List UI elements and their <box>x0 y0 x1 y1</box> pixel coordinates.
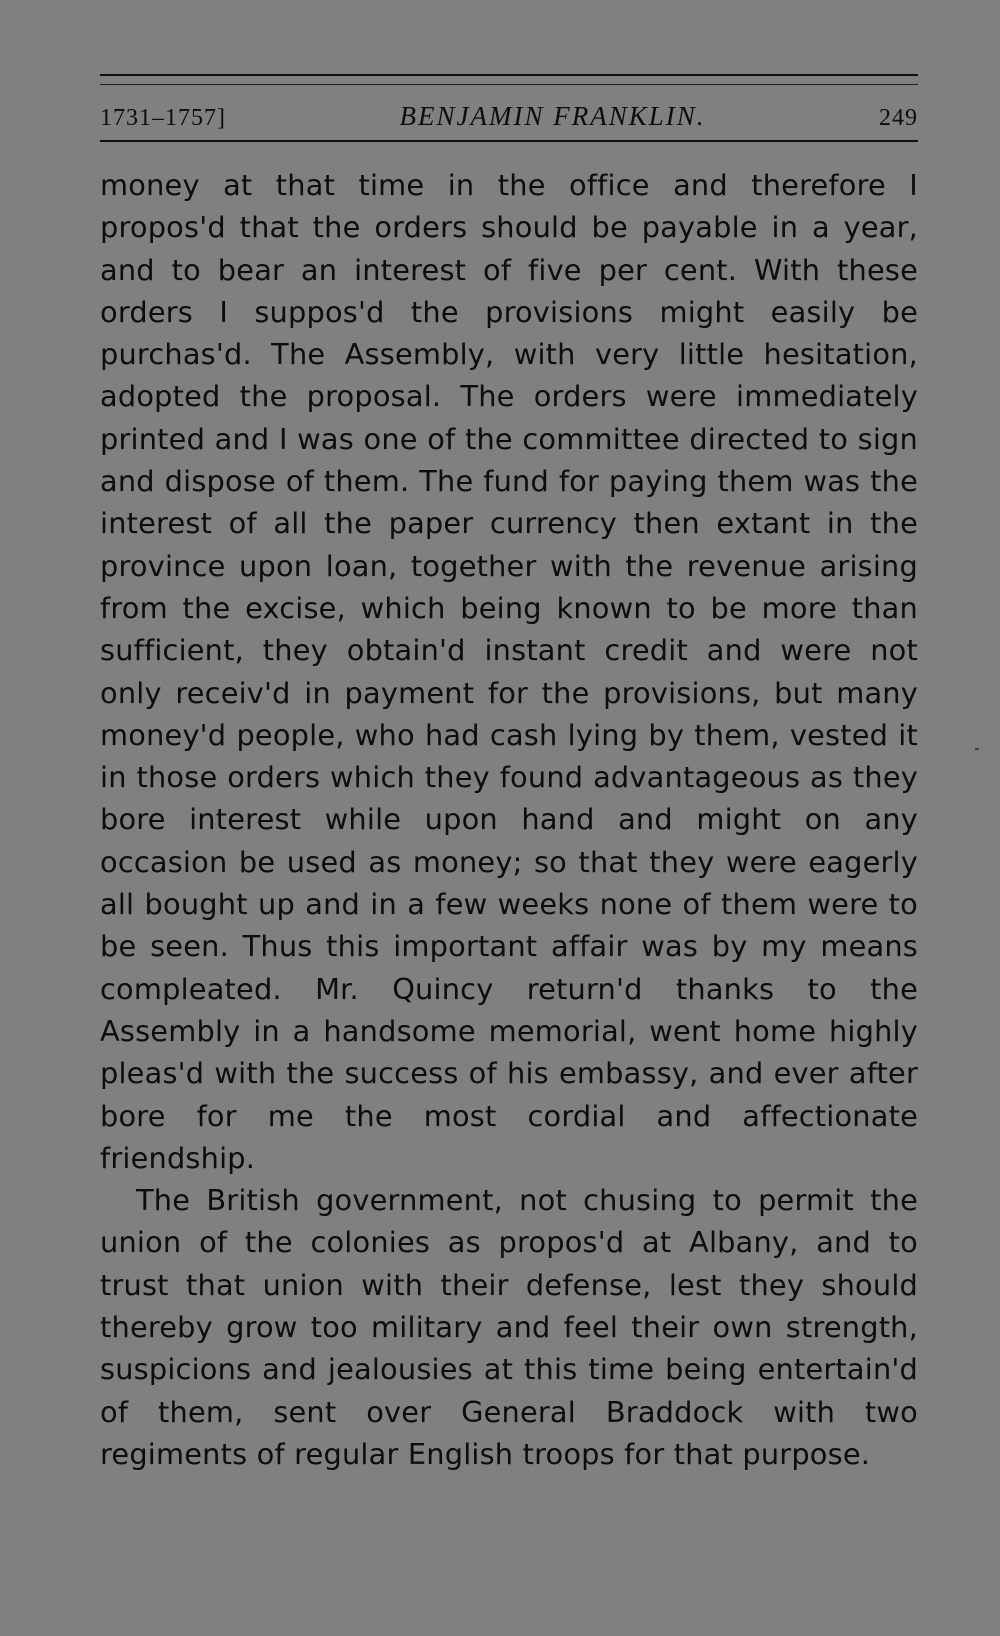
paragraph-1: money at that time in the office and therefore I propos'd that the orders should be payable in a year, and to bear an interest of five per cent. With these orders I suppos'd the provisions might easily be purchas'd. The Assembly, with very little hesitation, adopted the proposal. The orders were immediately printed and I was one of the committee directed to sign and dispose of them. The fund for paying them was the interest of all the paper currency then extant in the province upon loan, together with the revenue arising from the excise, which being known to be more than sufficient, they obtain'd instant credit and were not only receiv'd in payment for the provisions, but many money'd people, who had cash lying by them, vested it in those orders which they found advantageous as they bore interest while upon hand and might on any occasion be used as money; so that they were eagerly all bought up and in a few weeks none of them were to be seen. Thus this important affair was by my means compleated. Mr. Quincy return'd thanks to the Assembly in a handsome memorial, went home highly pleas'd with the success of his embassy, and ever after bore for me the most cordial and affectionate friendship. <box>100 168 918 1175</box>
book-page <box>100 70 918 1475</box>
header-bottom-rule <box>100 140 918 142</box>
running-head <box>100 101 918 132</box>
running-head-dates: 1731–1757] <box>100 105 226 131</box>
running-head-title: BENJAMIN FRANKLIN. <box>399 101 706 131</box>
page-number: 249 <box>878 105 918 131</box>
page-margin-mark <box>975 748 979 750</box>
header-second-rule <box>100 84 918 85</box>
body-text <box>100 164 918 1475</box>
paragraph-2: The British government, not chusing to permit the union of the colonies as propos'd at Albany, and to trust that union with their defense, lest they should thereby grow too military and feel their own strength, suspicions and jealousies at this time being entertain'd of them, sent over General Braddock with two regiments of regular English troops for that purpose. <box>100 1183 918 1471</box>
header-top-rule <box>100 74 918 76</box>
